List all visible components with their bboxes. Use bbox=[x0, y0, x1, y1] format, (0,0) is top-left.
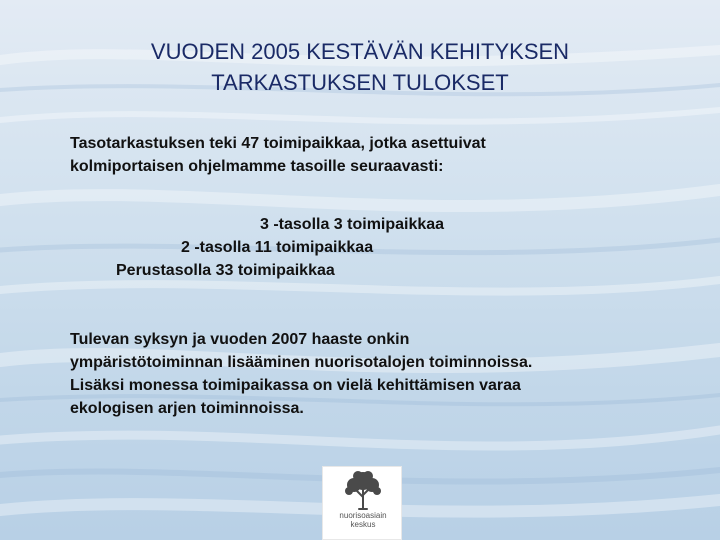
organization-logo bbox=[322, 466, 402, 540]
levels-list bbox=[70, 213, 670, 282]
outro-line: ympäristötoiminnan lisääminen nuorisotalojen toiminnoissa. bbox=[70, 354, 533, 371]
outro-line: Tulevan syksyn ja vuoden 2007 haaste onkin bbox=[70, 331, 410, 348]
title-line: VUODEN 2005 KESTÄVÄN KEHITYKSEN bbox=[150, 39, 570, 64]
logo-text: keskus bbox=[350, 520, 376, 529]
level-item: 3 -tasolla 3 toimipaikkaa bbox=[260, 216, 445, 233]
title-line: TARKASTUKSEN TULOKSET bbox=[211, 70, 509, 95]
intro-line: kolmiportaisen ohjelmamme tasoille seuraavasti: bbox=[70, 158, 444, 175]
outro-line: ekologisen arjen toiminnoissa. bbox=[70, 400, 304, 417]
level-item: Perustasolla 33 toimipaikkaa bbox=[116, 262, 335, 279]
tree-icon bbox=[323, 467, 403, 513]
intro-line: Tasotarkastuksen teki 47 toimipaikkaa, jotka asettuivat bbox=[70, 135, 486, 152]
logo-text: nuorisoasiain bbox=[339, 511, 387, 520]
level-item: 2 -tasolla 11 toimipaikkaa bbox=[181, 239, 374, 256]
intro-paragraph bbox=[70, 132, 670, 178]
slide-title bbox=[0, 36, 720, 98]
outro-paragraph bbox=[70, 328, 670, 420]
outro-line: Lisäksi monessa toimipaikassa on vielä kehittämisen varaa bbox=[70, 377, 521, 394]
